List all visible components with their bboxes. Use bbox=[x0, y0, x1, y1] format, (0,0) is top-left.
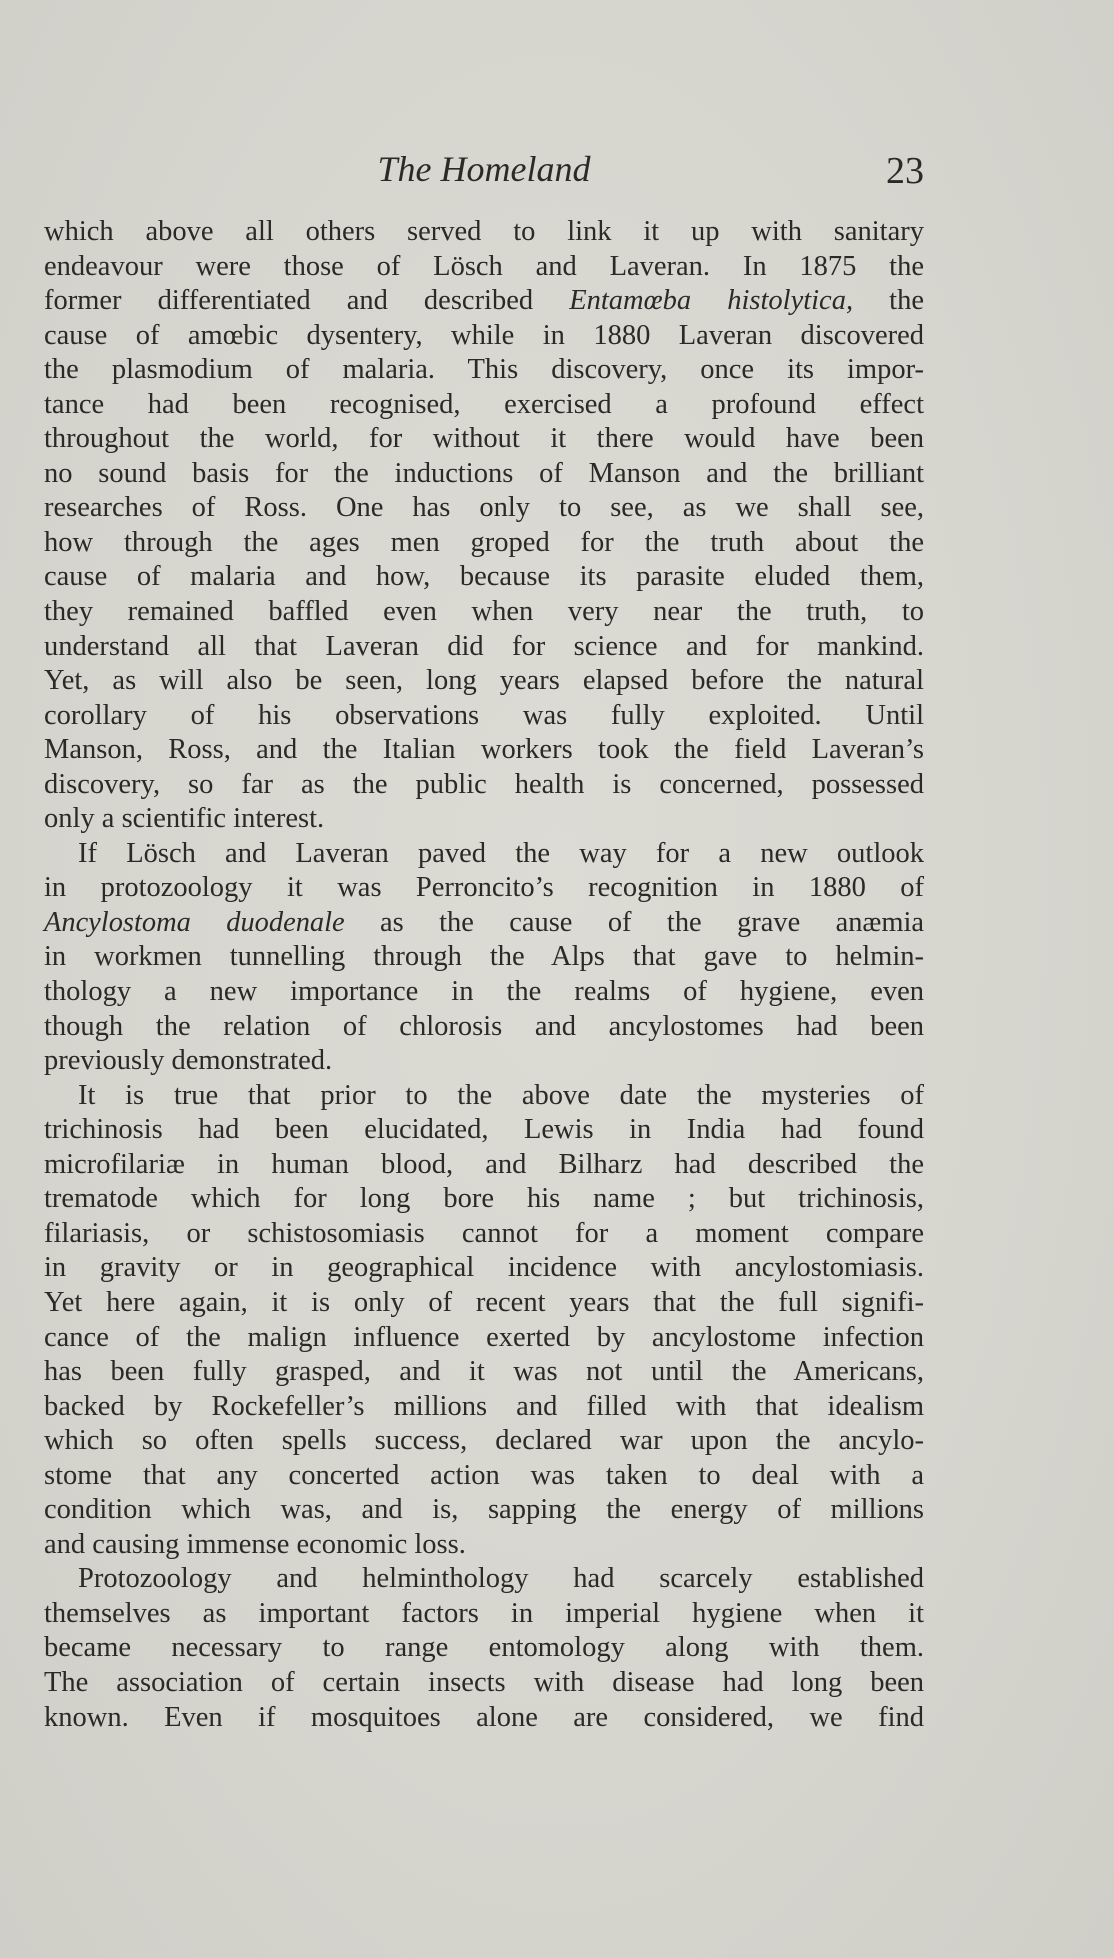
text-line: Yet, as will also be seen, long years elapsed before the natural bbox=[44, 665, 924, 697]
text-line: previously demonstrated. bbox=[44, 1045, 333, 1077]
paragraph-first-line: It is true that prior to the above date the mysteries of bbox=[78, 1079, 924, 1111]
page-number: 23 bbox=[886, 150, 924, 192]
paragraph-first-line: If Lösch and Laveran paved the way for a new outlook bbox=[78, 837, 924, 869]
text-line: how through the ages men groped for the truth about the bbox=[44, 526, 924, 558]
text-line: condition which was, and is, sapping the energy of millions bbox=[44, 1494, 924, 1526]
text-line: Manson, Ross, and the Italian workers took the field Laveran’s bbox=[44, 734, 924, 766]
text-line: microfilariæ in human blood, and Bilharz had described the bbox=[44, 1148, 924, 1180]
text-line: cause of amœbic dysentery, while in 1880 Laveran discovered bbox=[44, 319, 924, 351]
text-segment: former differentiated and described bbox=[44, 285, 570, 317]
text-line: corollary of his observations was fully exploited. Until bbox=[44, 699, 924, 731]
text-line: trematode which for long bore his name ; but trichinosis, bbox=[44, 1183, 924, 1215]
text-line: no sound basis for the inductions of Manson and the brilliant bbox=[44, 457, 924, 489]
running-title: The Homeland bbox=[377, 149, 591, 189]
text-line: Yet here again, it is only of recent years that the full signifi- bbox=[44, 1286, 924, 1318]
paragraph-first-line: Protozoology and helminthology had scarcely established bbox=[78, 1563, 924, 1595]
text-line: researches of Ross. One has only to see, as we shall see, bbox=[44, 492, 924, 524]
text-line: endeavour were those of Lösch and Laveran. In 1875 the bbox=[44, 250, 924, 282]
italic-term: Ancylostoma duodenale bbox=[44, 906, 345, 938]
text-line: in protozoology it was Perroncito’s recognition in 1880 of bbox=[44, 872, 924, 904]
text-line: in gravity or in geographical incidence with ancylostomiasis. bbox=[44, 1252, 924, 1284]
text-line: The association of certain insects with disease had long been bbox=[44, 1666, 924, 1698]
text-line: understand all that Laveran did for science and for mankind. bbox=[44, 630, 924, 662]
running-head bbox=[44, 144, 924, 194]
text-line: they remained baffled even when very near the truth, to bbox=[44, 596, 924, 628]
text-line: filariasis, or schistosomiasis cannot for a moment compare bbox=[44, 1217, 924, 1249]
body-text bbox=[44, 215, 924, 1735]
text-line: the plasmodium of malaria. This discovery, once its impor- bbox=[44, 354, 924, 386]
text-segment: the bbox=[853, 285, 924, 317]
text-line: cance of the malign influence exerted by ancylostome infection bbox=[44, 1321, 924, 1353]
text-line bbox=[44, 284, 924, 319]
text-line: cause of malaria and how, because its parasite eluded them, bbox=[44, 561, 924, 593]
text-line: became necessary to range entomology along with them. bbox=[44, 1632, 924, 1664]
text-line: trichinosis had been elucidated, Lewis in India had found bbox=[44, 1114, 924, 1146]
text-line: and causing immense economic loss. bbox=[44, 1528, 466, 1560]
text-line bbox=[44, 906, 924, 941]
text-line: known. Even if mosquitoes alone are considered, we find bbox=[44, 1701, 924, 1733]
text-segment: as the cause of the grave anæmia bbox=[344, 906, 925, 938]
text-line: discovery, so far as the public health is concerned, possessed bbox=[44, 768, 924, 800]
text-line: though the relation of chlorosis and ancylostomes had been bbox=[44, 1010, 924, 1042]
text-line: backed by Rockefeller’s millions and filled with that idealism bbox=[44, 1390, 924, 1422]
text-line: thology a new importance in the realms of hygiene, even bbox=[44, 976, 924, 1008]
text-line: which so often spells success, declared war upon the ancylo- bbox=[44, 1425, 924, 1457]
text-line: tance had been recognised, exercised a profound effect bbox=[44, 388, 924, 420]
text-line: which above all others served to link it up with sanitary bbox=[44, 216, 924, 247]
text-line: throughout the world, for without it there would have been bbox=[44, 423, 924, 455]
text-line: themselves as important factors in imperial hygiene when it bbox=[44, 1597, 924, 1629]
text-line: in workmen tunnelling through the Alps that gave to helmin- bbox=[44, 941, 924, 973]
italic-term: Entamœba histolytica, bbox=[569, 285, 854, 317]
text-line: has been fully grasped, and it was not until the Americans, bbox=[44, 1356, 924, 1388]
text-line: stome that any concerted action was taken to deal with a bbox=[44, 1459, 924, 1491]
text-line: only a scientific interest. bbox=[44, 803, 325, 835]
